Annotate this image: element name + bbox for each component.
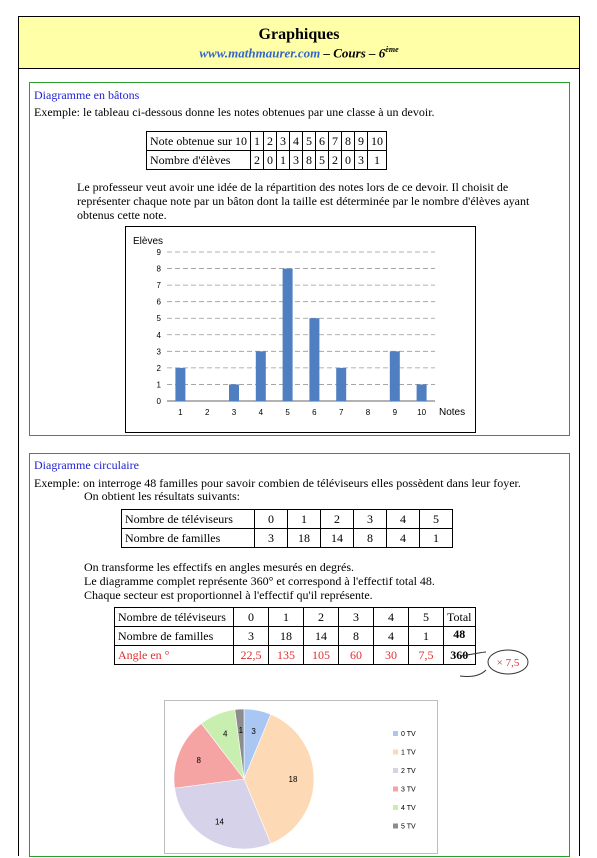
legend-label: 5 TV bbox=[401, 823, 416, 831]
table-row bbox=[147, 132, 387, 151]
y-tick-label: 8 bbox=[156, 264, 161, 274]
y-tick-label: 0 bbox=[156, 397, 161, 406]
table-cell: 9 bbox=[354, 132, 367, 151]
table-cell: 1 bbox=[367, 151, 386, 170]
table-cell: 3 bbox=[234, 627, 269, 646]
table-cell: 18 bbox=[288, 529, 321, 548]
x-tick-label: 4 bbox=[258, 408, 264, 417]
multiplier-label: × 7,5 bbox=[496, 657, 520, 669]
table-cell: 3 bbox=[354, 510, 387, 529]
y-tick-label: 9 bbox=[156, 248, 161, 257]
x-tick-label: 10 bbox=[417, 408, 427, 417]
table-cell: 2 bbox=[321, 510, 354, 529]
table-cell: 2 bbox=[304, 608, 339, 627]
table-header-cell: Nombre de familles bbox=[122, 529, 255, 548]
pie-chart-svg bbox=[165, 701, 437, 853]
table-cell: 135 bbox=[269, 646, 304, 665]
table-header-cell: Nombre de téléviseurs bbox=[115, 608, 234, 627]
y-tick-label: 4 bbox=[156, 330, 161, 340]
table-cell: 2 bbox=[250, 151, 263, 170]
bar bbox=[283, 269, 293, 401]
pie-intro-2: On obtient les résultats suivants: bbox=[84, 489, 240, 503]
table-cell: 8 bbox=[341, 132, 354, 151]
legend-swatch bbox=[393, 787, 398, 792]
table-cell: 60 bbox=[339, 646, 374, 665]
table-cell: 5 bbox=[302, 132, 315, 151]
table-cell: 1 bbox=[269, 608, 304, 627]
table-cell: 5 bbox=[315, 151, 328, 170]
site-link[interactable]: www.mathmaurer.com bbox=[199, 45, 321, 61]
table-header-cell: Nombre de téléviseurs bbox=[122, 510, 255, 529]
page-frame bbox=[18, 16, 580, 856]
table-cell: 3 bbox=[354, 151, 367, 170]
x-tick-label: 9 bbox=[392, 408, 398, 417]
multiplier-arrow-top bbox=[460, 652, 486, 656]
families-table bbox=[121, 509, 453, 548]
table-cell: 3 bbox=[276, 132, 289, 151]
table-cell: 22,5 bbox=[234, 646, 269, 665]
bars-paragraph-line: représenter chaque note par un bâton dont la taille est déterminée par le nombre d'élèves ayant bbox=[77, 194, 530, 208]
table-cell: 0 bbox=[234, 608, 269, 627]
table-cell: 5 bbox=[409, 608, 444, 627]
pie-data-label: 4 bbox=[223, 729, 228, 739]
x-tick-label: 1 bbox=[178, 408, 183, 417]
bars-intro: Exemple: le tableau ci-dessous donne les notes obtenues par une classe à un devoir. bbox=[34, 105, 435, 119]
table-cell: 1 bbox=[420, 529, 453, 548]
page-header bbox=[19, 17, 579, 69]
multiplier-annotation bbox=[30, 634, 571, 694]
table-row bbox=[122, 510, 453, 529]
bar bbox=[390, 351, 400, 401]
x-tick-label: 3 bbox=[231, 408, 237, 417]
legend-label: 4 TV bbox=[401, 805, 416, 812]
table-cell: 3 bbox=[255, 529, 288, 548]
table-row bbox=[147, 151, 387, 170]
notes-table bbox=[146, 131, 387, 170]
bars-paragraph-line: obtenus cette note. bbox=[77, 208, 167, 222]
pie-paragraph-line: Le diagramme complet représente 360° et correspond à l'effectif total 48. bbox=[84, 574, 435, 588]
page-subtitle bbox=[19, 45, 579, 61]
table-cell: 1 bbox=[288, 510, 321, 529]
x-tick-label: 5 bbox=[285, 408, 290, 417]
multiplier-arrow-bottom bbox=[460, 670, 486, 677]
pie-data-label: 14 bbox=[215, 817, 224, 827]
table-cell: 6 bbox=[315, 132, 328, 151]
x-tick-label: 2 bbox=[204, 408, 210, 417]
bar-chart-svg bbox=[126, 227, 475, 432]
legend-swatch bbox=[393, 824, 398, 829]
legend-label: 2 TV bbox=[401, 768, 416, 775]
y-tick-label: 7 bbox=[156, 281, 161, 291]
table-cell: 8 bbox=[354, 529, 387, 548]
y-tick-label: 5 bbox=[156, 314, 161, 324]
pie-intro-1: Exemple: on interroge 48 familles pour savoir combien de téléviseurs elles possèdent dans leur foyer. bbox=[34, 476, 521, 490]
table-cell: 8 bbox=[302, 151, 315, 170]
pie-data-label: 8 bbox=[196, 756, 201, 766]
pie-data-label: 1 bbox=[238, 726, 244, 736]
x-tick-label: 8 bbox=[365, 408, 371, 417]
pie-chart-section bbox=[29, 453, 570, 857]
legend-swatch bbox=[393, 731, 398, 736]
table-header-cell: Note obtenue sur 10 bbox=[147, 132, 251, 151]
legend-label: 0 TV bbox=[401, 731, 416, 738]
table-cell: 2 bbox=[263, 132, 276, 151]
table-cell: 0 bbox=[255, 510, 288, 529]
table-cell: 14 bbox=[321, 529, 354, 548]
y-tick-label: 1 bbox=[156, 380, 161, 390]
bar-chart-section bbox=[29, 82, 570, 436]
pie-chart bbox=[164, 700, 438, 854]
table-cell: 18 bbox=[269, 627, 304, 646]
y-axis-title: Elèves bbox=[133, 236, 164, 247]
legend-swatch bbox=[393, 805, 398, 810]
total-angle-cell: 360 bbox=[444, 646, 476, 665]
table-cell: 4 bbox=[289, 132, 302, 151]
table-cell: 0 bbox=[341, 151, 354, 170]
table-cell: 0 bbox=[263, 151, 276, 170]
bar bbox=[336, 368, 346, 401]
x-tick-label: 7 bbox=[338, 408, 344, 417]
table-cell: 3 bbox=[339, 608, 374, 627]
table-cell: 5 bbox=[420, 510, 453, 529]
table-cell: 14 bbox=[304, 627, 339, 646]
legend-label: 1 TV bbox=[401, 749, 416, 757]
x-axis-title: Notes bbox=[439, 407, 466, 418]
legend-swatch bbox=[393, 750, 398, 755]
y-tick-label: 2 bbox=[156, 363, 161, 373]
legend-swatch bbox=[393, 768, 398, 773]
table-cell: 10 bbox=[367, 132, 386, 151]
table-cell: 7,5 bbox=[409, 646, 444, 665]
table-header-cell: Nombre de familles bbox=[115, 627, 234, 646]
total-families-cell: 48 bbox=[444, 627, 476, 646]
table-cell: 4 bbox=[374, 608, 409, 627]
table-cell: 4 bbox=[387, 510, 420, 529]
bar-chart bbox=[125, 226, 476, 433]
table-cell: 30 bbox=[374, 646, 409, 665]
bar bbox=[417, 384, 427, 401]
subtitle-sup: ème bbox=[385, 45, 399, 54]
page-title: Graphiques bbox=[258, 26, 340, 43]
section-title-pie: Diagramme circulaire bbox=[34, 458, 139, 472]
x-tick-label: 6 bbox=[312, 408, 317, 417]
bar bbox=[175, 368, 185, 401]
section-title-bars: Diagramme en bâtons bbox=[34, 88, 140, 102]
bar bbox=[229, 384, 239, 401]
table-row bbox=[122, 529, 453, 548]
table-cell: 4 bbox=[374, 627, 409, 646]
table-header-cell: Angle en ° bbox=[115, 646, 234, 665]
table-cell: 4 bbox=[387, 529, 420, 548]
table-cell: 8 bbox=[339, 627, 374, 646]
bar bbox=[256, 351, 266, 401]
y-tick-label: 3 bbox=[156, 347, 161, 357]
table-cell: 1 bbox=[276, 151, 289, 170]
table-header-cell: Total bbox=[444, 608, 476, 627]
table-cell: 105 bbox=[304, 646, 339, 665]
table-cell: 3 bbox=[289, 151, 302, 170]
table-cell: 2 bbox=[328, 151, 341, 170]
pie-data-label: 18 bbox=[288, 775, 298, 784]
bar bbox=[309, 318, 319, 401]
pie-paragraph-line: Chaque secteur est proportionnel à l'effectif qu'il représente. bbox=[84, 588, 373, 602]
pie-paragraph-line: On transforme les effectifs en angles mesurés en degrés. bbox=[84, 560, 355, 574]
table-cell: 7 bbox=[328, 132, 341, 151]
pie-data-label: 3 bbox=[251, 726, 256, 736]
legend-label: 3 TV bbox=[401, 786, 416, 794]
table-cell: 1 bbox=[409, 627, 444, 646]
table-cell: 1 bbox=[250, 132, 263, 151]
table-row bbox=[115, 608, 476, 627]
bars-paragraph-line: Le professeur veut avoir une idée de la répartition des notes lors de ce devoir. Il choisit de bbox=[77, 180, 509, 194]
table-header-cell: Nombre d'élèves bbox=[147, 151, 251, 170]
y-tick-label: 6 bbox=[156, 297, 161, 307]
subtitle-rest: – Cours – 6 bbox=[320, 45, 386, 61]
